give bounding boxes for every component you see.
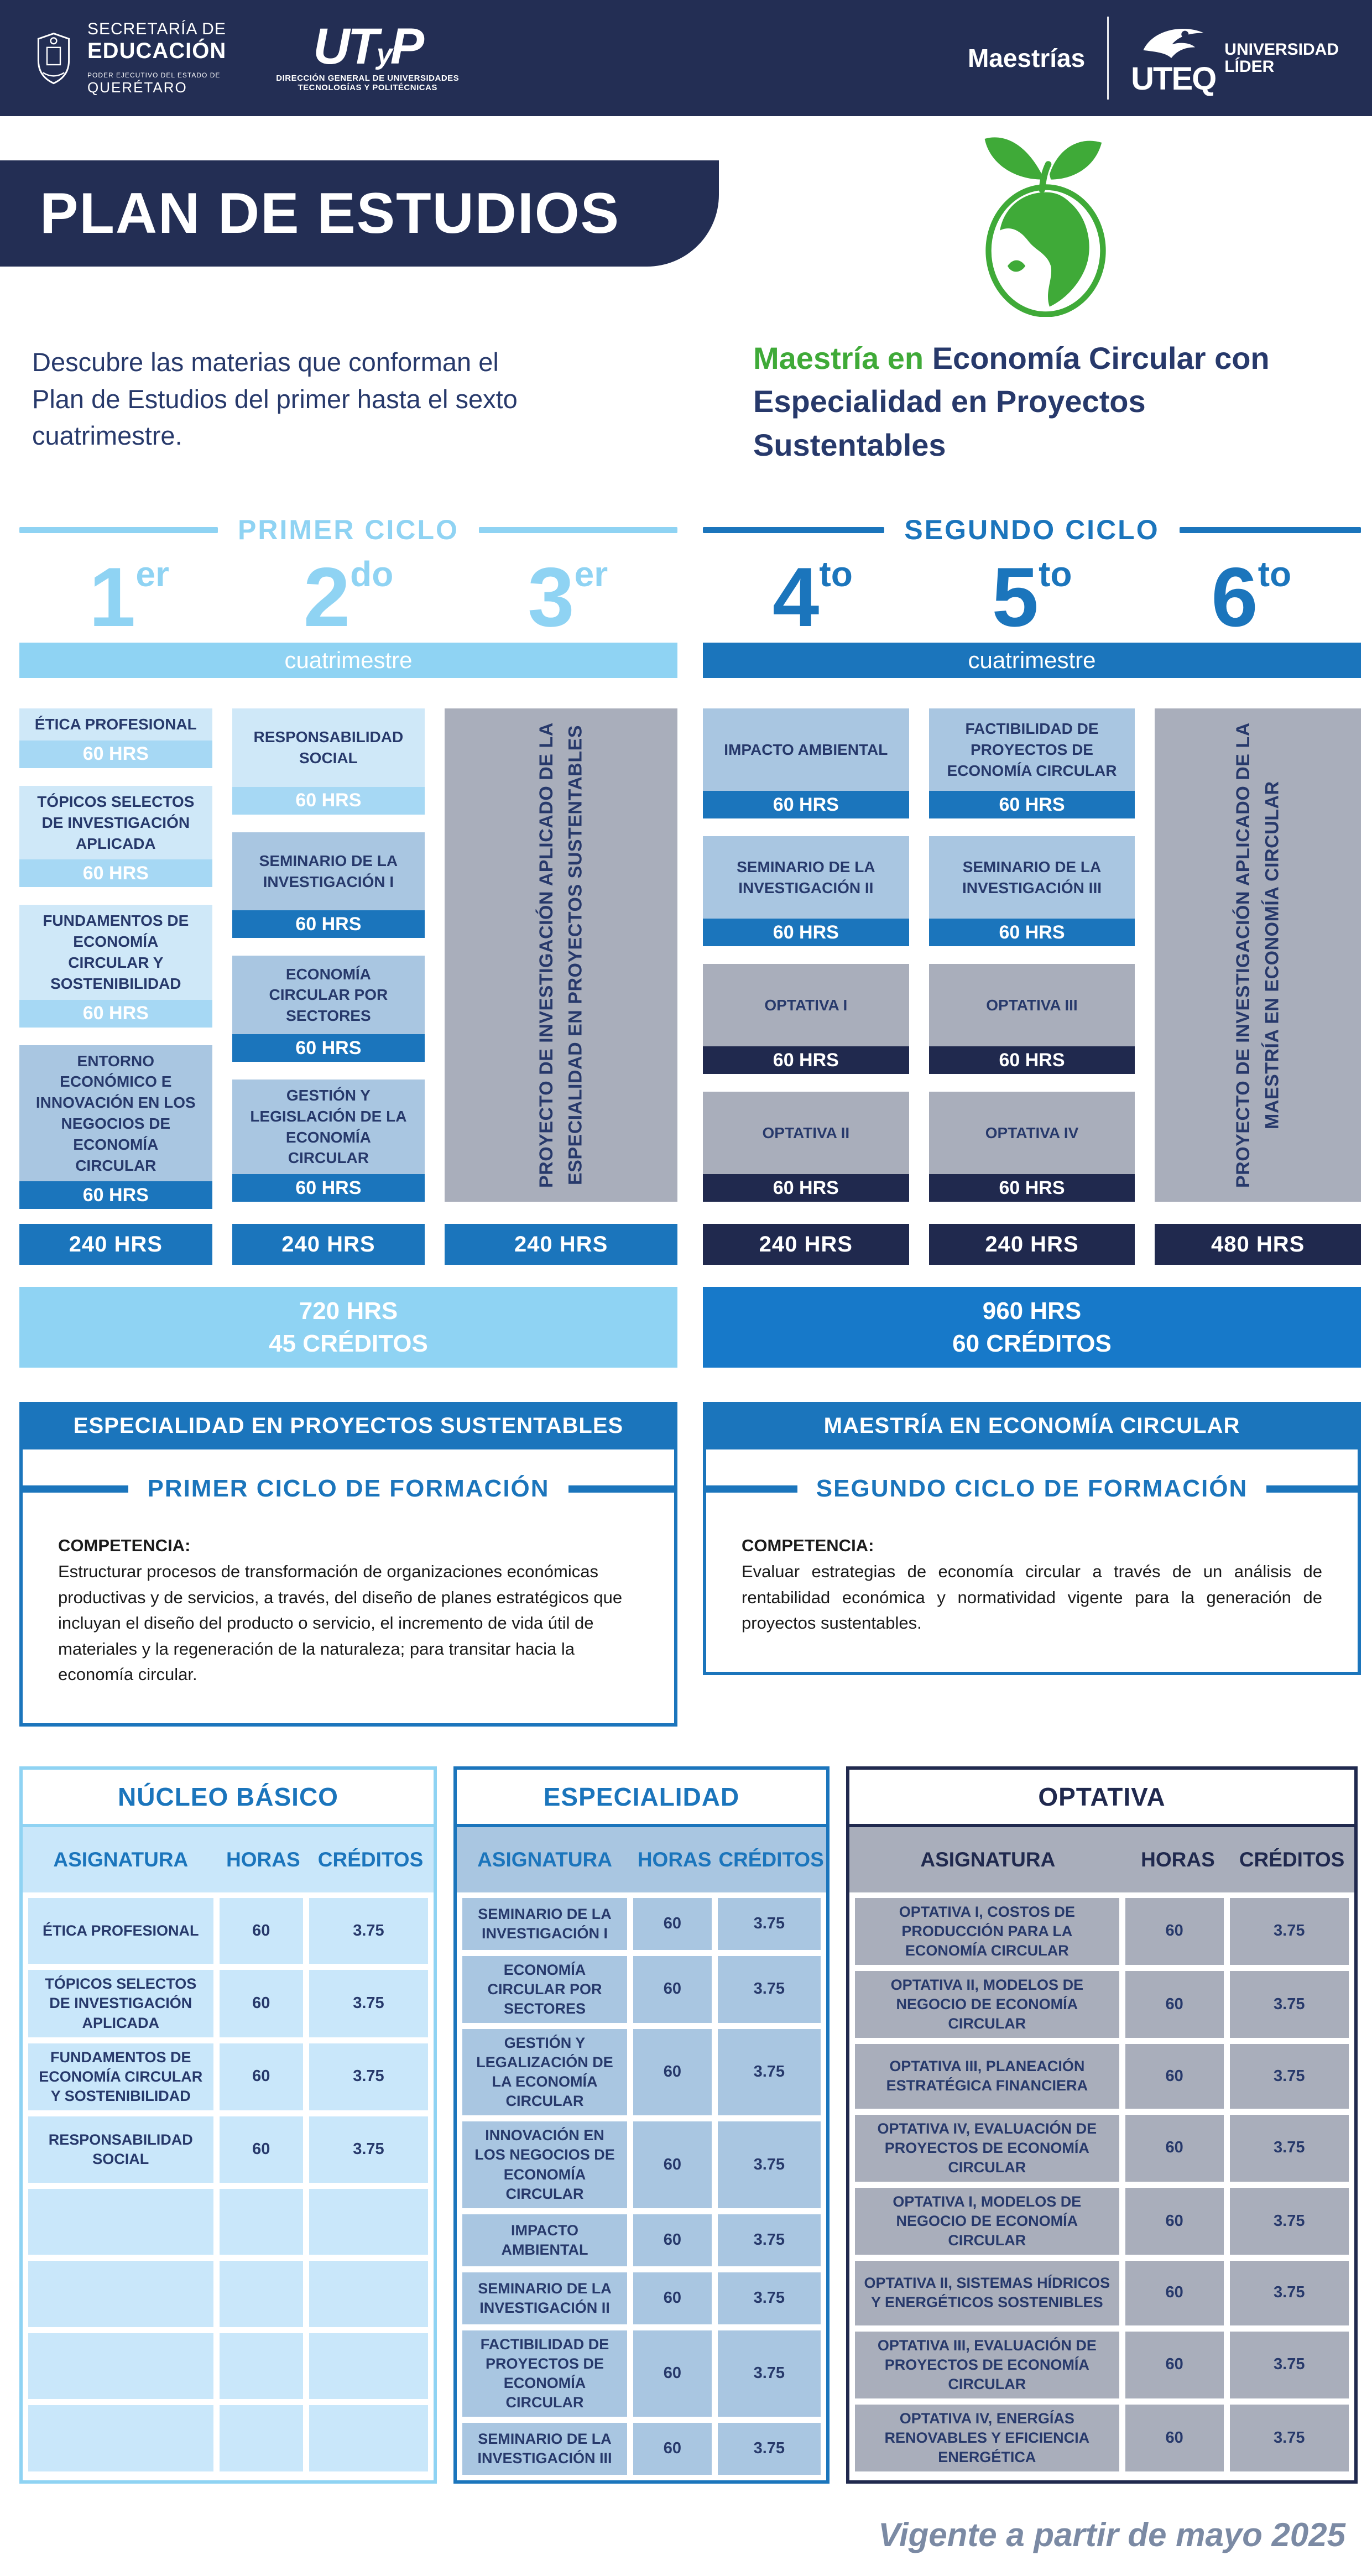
cycle-heading (19, 512, 677, 547)
term-ordinal-suffix: to (1258, 554, 1292, 595)
utp-sub2: TECNOLOGÍAS Y POLITÉCNICAS (298, 83, 437, 93)
maestrias-label: Maestrías (967, 44, 1086, 72)
table-row (28, 2189, 428, 2255)
table-col-header: CRÉDITOS (718, 1848, 824, 1871)
term-num: 4 (772, 550, 820, 645)
term-ordinal-suffix: to (1039, 554, 1072, 595)
cell-creditos: 3.75 (718, 1956, 821, 2023)
cell-creditos: 3.75 (1230, 2261, 1349, 2325)
cell-asignatura: TÓPICOS SELECTOS DE INVESTIGACIÓN APLICADA (28, 1970, 213, 2037)
term-number (458, 550, 677, 645)
term-number (1141, 550, 1361, 645)
cell-asignatura: RESPONSABILIDAD SOCIAL (28, 2116, 213, 2183)
course-hours: 60 HRS (19, 859, 212, 887)
secretaria-line1: SECRETARÍA DE (87, 20, 226, 38)
cell-asignatura: OPTATIVA I, MODELOS DE NEGOCIO DE ECONOMÍA CIRCULAR (855, 2188, 1119, 2255)
course-hours: 60 HRS (703, 1046, 909, 1074)
cell-creditos: 3.75 (718, 2330, 821, 2417)
summary-hours: 960 HRS (982, 1297, 1082, 1324)
term-column (929, 708, 1135, 1265)
especialidad-box (19, 1402, 677, 1727)
table-row (855, 2261, 1349, 2325)
cuatrimestre-bar: cuatrimestre (19, 643, 677, 678)
table-body (23, 1892, 434, 2477)
cycle-1 (19, 512, 677, 1368)
program-title-rest: Economía Circular con Especialidad en Proyectos Sustentables (753, 341, 1270, 462)
course-card (703, 1092, 909, 1202)
cell-asignatura: OPTATIVA IV, ENERGÍAS RENOVABLES Y EFICIENCIA ENERGÉTICA (855, 2405, 1119, 2471)
term-ordinal-suffix: do (350, 554, 394, 595)
cell-creditos: 3.75 (718, 2423, 821, 2475)
table-col-header: HORAS (1141, 1848, 1215, 1871)
program-title-green: Maestría en (753, 341, 924, 376)
term-column (232, 708, 425, 1265)
column-total-hours: 240 HRS (232, 1224, 425, 1265)
cell-asignatura: FUNDAMENTOS DE ECONOMÍA CIRCULAR Y SOSTENIBILIDAD (28, 2043, 213, 2110)
secretaria-line2: EDUCACIÓN (87, 39, 227, 63)
cell-creditos: 3.75 (718, 2121, 821, 2208)
cell-creditos: 3.75 (309, 1898, 428, 1964)
course-hours: 60 HRS (19, 741, 212, 768)
table-col-header: ASIGNATURA (477, 1848, 612, 1871)
table-row (462, 2330, 821, 2417)
summary-credits: 45 CRÉDITOS (269, 1330, 428, 1358)
secretaria-educacion-logo (33, 20, 226, 96)
cell-horas: 60 (1125, 2044, 1224, 2108)
project-card-body (445, 708, 677, 1202)
cell-asignatura: SEMINARIO DE LA INVESTIGACIÓN II (462, 2272, 627, 2324)
table-row (462, 1898, 821, 1950)
course-title: ENTORNO ECONÓMICO E INNOVACIÓN EN LOS NEGOCIOS DE ECONOMÍA CIRCULAR (19, 1045, 212, 1182)
page-title: PLAN DE ESTUDIOS (40, 181, 620, 246)
heading-line-left (703, 527, 884, 533)
cell-horas: 60 (633, 2423, 712, 2475)
table-opt (846, 1766, 1358, 2484)
cycle-summary-bar (19, 1287, 677, 1368)
course-card (19, 708, 212, 768)
cell-asignatura: OPTATIVA IV, EVALUACIÓN DE PROYECTOS DE ECONOMÍA CIRCULAR (855, 2115, 1119, 2182)
cell-horas: 60 (633, 2272, 712, 2324)
column-total-hours: 240 HRS (445, 1224, 677, 1265)
cell-asignatura: ÉTICA PROFESIONAL (28, 1898, 213, 1964)
cell-horas: 60 (1125, 2332, 1224, 2398)
course-title: IMPACTO AMBIENTAL (703, 708, 909, 791)
term-ordinal-suffix: er (574, 554, 608, 595)
cell-asignatura: OPTATIVA III, PLANEACIÓN ESTRATÉGICA FINANCIERA (855, 2044, 1119, 2108)
table-title: ESPECIALIDAD (457, 1770, 826, 1827)
project-card (445, 708, 677, 1202)
cuatrimestre-bar: cuatrimestre (703, 643, 1361, 678)
term-number (922, 550, 1142, 645)
term-ordinal-suffix: er (135, 554, 169, 595)
term-number (703, 550, 922, 645)
table-row (855, 2115, 1349, 2182)
course-card (19, 905, 212, 1027)
course-card (232, 708, 425, 815)
table-row (462, 2121, 821, 2208)
cell-creditos: 3.75 (718, 2272, 821, 2324)
heading-line-right (1266, 1485, 1358, 1493)
table-basic (19, 1766, 437, 2484)
hero-section (0, 116, 1372, 467)
course-title: SEMINARIO DE LA INVESTIGACIÓN I (232, 832, 425, 911)
cell-creditos: 3.75 (1230, 2044, 1349, 2108)
project-card-title: PROYECTO DE INVESTIGACIÓN APLICADO DE LA MAESTRÍA EN ECONOMÍA CIRCULAR (1232, 722, 1283, 1188)
column-total-hours: 240 HRS (929, 1224, 1135, 1265)
secretaria-text (87, 20, 226, 96)
term-column (19, 708, 212, 1265)
course-hours: 60 HRS (232, 1174, 425, 1202)
cell-horas (220, 2261, 303, 2327)
competencia-label: COMPETENCIA: (58, 1536, 191, 1556)
course-title: SEMINARIO DE LA INVESTIGACIÓN II (703, 836, 909, 919)
cell-asignatura (28, 2261, 213, 2327)
cell-horas: 60 (633, 2029, 712, 2115)
cell-horas (220, 2189, 303, 2255)
term-num: 5 (992, 550, 1039, 645)
course-card (232, 832, 425, 938)
cycle-2 (703, 512, 1361, 1368)
cell-asignatura: OPTATIVA I, COSTOS DE PRODUCCIÓN PARA LA ECONOMÍA CIRCULAR (855, 1898, 1119, 1965)
table-row (855, 1971, 1349, 2038)
table-row (855, 1898, 1349, 1965)
term-num: 6 (1211, 550, 1258, 645)
course-grid (19, 708, 677, 1265)
secretaria-sub1: PODER EJECUTIVO DEL ESTADO DE (87, 71, 221, 79)
cell-horas: 60 (633, 2121, 712, 2208)
course-card (929, 964, 1135, 1074)
course-title: ECONOMÍA CIRCULAR POR SECTORES (232, 956, 425, 1034)
uteq-eagle (1131, 23, 1216, 97)
table-row (28, 2405, 428, 2471)
term-number (19, 550, 239, 645)
cell-creditos: 3.75 (1230, 2115, 1349, 2182)
cell-creditos: 3.75 (309, 2043, 428, 2110)
table-header-row (23, 1827, 434, 1892)
cell-asignatura (28, 2405, 213, 2471)
table-title: OPTATIVA (849, 1770, 1354, 1827)
uteq-logo (1131, 23, 1339, 97)
competencia-text: Evaluar estrategias de economía circular a través de un análisis de rentabilidad económica y normatividad vigente para la generación de proyectos sustentables. (742, 1562, 1322, 1633)
table-row (28, 1898, 428, 1964)
cell-asignatura (28, 2333, 213, 2400)
competencia-label: COMPETENCIA: (742, 1536, 874, 1556)
cell-horas: 60 (220, 1898, 303, 1964)
cell-horas: 60 (1125, 1898, 1224, 1965)
utp-sub1: DIRECCIÓN GENERAL DE UNIVERSIDADES (276, 74, 460, 84)
cell-horas: 60 (1125, 2405, 1224, 2471)
course-card (19, 1045, 212, 1209)
term-ordinal-suffix: to (819, 554, 853, 595)
course-hours: 60 HRS (703, 1174, 909, 1202)
table-col-header: ASIGNATURA (920, 1848, 1056, 1871)
maestria-box (703, 1402, 1361, 1727)
table-header-row (849, 1827, 1354, 1892)
cell-horas: 60 (1125, 2115, 1224, 2182)
cell-creditos: 3.75 (309, 1970, 428, 2037)
term-numbers-row (19, 550, 677, 645)
course-card (703, 708, 909, 818)
table-col-header: CRÉDITOS (317, 1848, 424, 1871)
cell-asignatura: OPTATIVA III, EVALUACIÓN DE PROYECTOS DE ECONOMÍA CIRCULAR (855, 2332, 1119, 2398)
heading-text: SEGUNDO CICLO DE FORMACIÓN (816, 1475, 1248, 1503)
secretaria-sub2: QUERÉTARO (87, 79, 187, 96)
program-title (753, 337, 1339, 467)
queretaro-crest-icon (33, 32, 74, 85)
primer-ciclo-formacion-heading (23, 1475, 674, 1503)
cell-creditos: 3.75 (1230, 2405, 1349, 2471)
course-card (232, 956, 425, 1062)
course-hours: 60 HRS (929, 1046, 1135, 1074)
plan-banner (0, 160, 719, 267)
project-card (1155, 708, 1361, 1202)
table-col-header: ASIGNATURA (53, 1848, 189, 1871)
course-hours: 60 HRS (232, 1034, 425, 1062)
course-hours: 60 HRS (929, 1174, 1135, 1202)
cycle-summary-bar (703, 1287, 1361, 1368)
cycles-section (0, 512, 1372, 1368)
cell-asignatura: OPTATIVA II, SISTEMAS HÍDRICOS Y ENERGÉTICOS SOSTENIBLES (855, 2261, 1119, 2325)
table-col-header: HORAS (226, 1848, 300, 1871)
heading-line-left (23, 1485, 128, 1493)
course-hours: 60 HRS (232, 910, 425, 938)
cell-creditos (309, 2405, 428, 2471)
cell-horas: 60 (220, 2043, 303, 2110)
heading-line-left (706, 1485, 797, 1493)
cell-horas: 60 (633, 2330, 712, 2417)
table-row (855, 2332, 1349, 2398)
course-card (703, 836, 909, 946)
cell-creditos (309, 2261, 428, 2327)
cycle-title: PRIMER CICLO (238, 514, 459, 546)
cell-horas: 60 (220, 2116, 303, 2183)
course-title: ÉTICA PROFESIONAL (19, 708, 212, 741)
course-title: GESTIÓN Y LEGISLACIÓN DE LA ECONOMÍA CIRCULAR (232, 1080, 425, 1174)
course-title: OPTATIVA III (929, 964, 1135, 1046)
cell-horas: 60 (1125, 2261, 1224, 2325)
cell-asignatura: SEMINARIO DE LA INVESTIGACIÓN III (462, 2423, 627, 2475)
uteq-eagle-icon (1138, 23, 1209, 65)
competencia-block (23, 1503, 674, 1688)
intro-text: Descubre las materias que conforman el Plan de Estudios del primer hasta el sexto cuatrimestre. (32, 347, 518, 451)
course-title: OPTATIVA IV (929, 1092, 1135, 1174)
cell-horas: 60 (220, 1970, 303, 2037)
term-num: 3 (528, 550, 575, 645)
column-total-hours: 480 HRS (1155, 1224, 1361, 1265)
course-title: OPTATIVA I (703, 964, 909, 1046)
cell-asignatura (28, 2189, 213, 2255)
term-column (1155, 708, 1361, 1265)
table-row (28, 2261, 428, 2327)
course-hours: 60 HRS (19, 1181, 212, 1209)
competencias-section (0, 1402, 1372, 1727)
table-col-header: HORAS (637, 1848, 712, 1871)
competencia-text: Estructurar procesos de transformación de organizaciones económicas productivas y de servicios, a través, del diseño de planes estratégicos que incluyan el diseño del producto o servicio, el incremento de vida útil de materiales y la regeneración de la naturaleza; para transitar hacia la economía circular. (58, 1562, 623, 1685)
table-row (462, 1956, 821, 2023)
uteq-word: UTEQ (1131, 60, 1216, 97)
heading-line-left (19, 527, 218, 533)
column-total-hours: 240 HRS (19, 1224, 212, 1265)
cell-creditos (309, 2189, 428, 2255)
course-card (19, 786, 212, 887)
cell-asignatura: INNOVACIÓN EN LOS NEGOCIOS DE ECONOMÍA CIRCULAR (462, 2121, 627, 2208)
header-right (968, 17, 1339, 100)
cell-horas: 60 (633, 1956, 712, 2023)
table-row (855, 2188, 1349, 2255)
cycle-heading (703, 512, 1361, 547)
table-body (849, 1892, 1354, 2477)
especialidad-box-header: ESPECIALIDAD EN PROYECTOS SUSTENTABLES (19, 1402, 677, 1449)
course-card (703, 964, 909, 1074)
competencia-block (706, 1503, 1358, 1636)
cell-horas: 60 (633, 1898, 712, 1950)
term-column (445, 708, 677, 1265)
course-card (929, 708, 1135, 818)
course-grid (703, 708, 1361, 1265)
course-card (929, 836, 1135, 946)
utp-subtitle (276, 74, 459, 92)
maestria-box-header: MAESTRÍA EN ECONOMÍA CIRCULAR (703, 1402, 1361, 1449)
heading-line-right (1180, 527, 1361, 533)
cell-creditos: 3.75 (718, 1898, 821, 1950)
hero-right (719, 116, 1372, 467)
utp-logo (276, 18, 460, 93)
cell-creditos: 3.75 (309, 2116, 428, 2183)
heading-text: PRIMER CICLO DE FORMACIÓN (147, 1475, 550, 1503)
cell-creditos: 3.75 (1230, 2332, 1349, 2398)
term-numbers-row (703, 550, 1361, 645)
course-hours: 60 HRS (929, 919, 1135, 946)
cell-asignatura: SEMINARIO DE LA INVESTIGACIÓN I (462, 1898, 627, 1950)
course-title: OPTATIVA II (703, 1092, 909, 1174)
header-bar (0, 0, 1372, 116)
table-row (28, 1970, 428, 2037)
summary-credits: 60 CRÉDITOS (952, 1330, 1112, 1358)
course-card (929, 1092, 1135, 1202)
segundo-ciclo-formacion-heading (706, 1475, 1358, 1503)
header-divider (1107, 17, 1109, 100)
heading-line-right (568, 1485, 674, 1493)
table-row (855, 2044, 1349, 2108)
utp-mark: UTyP (313, 18, 422, 75)
cell-horas: 60 (1125, 2188, 1224, 2255)
cell-creditos: 3.75 (1230, 1898, 1349, 1965)
cycle-title: SEGUNDO CICLO (904, 514, 1160, 546)
table-row (462, 2272, 821, 2324)
course-card (232, 1080, 425, 1202)
column-total-hours: 240 HRS (703, 1224, 909, 1265)
cell-horas: 60 (1125, 1971, 1224, 2038)
heading-line-right (479, 527, 677, 533)
table-row (855, 2405, 1349, 2471)
cell-creditos (309, 2333, 428, 2400)
uteq-line2: LÍDER (1224, 58, 1275, 76)
table-spec (453, 1766, 830, 2484)
course-hours: 60 HRS (929, 791, 1135, 818)
course-title: RESPONSABILIDAD SOCIAL (232, 708, 425, 787)
table-row (28, 2333, 428, 2400)
cell-asignatura: GESTIÓN Y LEGALIZACIÓN DE LA ECONOMÍA CIRCULAR (462, 2029, 627, 2115)
term-num: 1 (88, 550, 136, 645)
validity-note: Vigente a partir de mayo 2025 (878, 2516, 1345, 2554)
cell-creditos: 3.75 (1230, 2188, 1349, 2255)
course-hours: 60 HRS (703, 919, 909, 946)
maestria-box-body (703, 1449, 1361, 1675)
table-row (28, 2116, 428, 2183)
course-hours: 60 HRS (19, 1000, 212, 1028)
project-card-title: PROYECTO DE INVESTIGACIÓN APLICADO DE LA ESPECIALIDAD EN PROYECTOS SUSTENTABLES (535, 722, 586, 1188)
summary-hours: 720 HRS (299, 1297, 398, 1324)
cell-creditos: 3.75 (718, 2029, 821, 2115)
cell-creditos: 3.75 (718, 2214, 821, 2266)
project-card-body (1155, 708, 1361, 1202)
table-row (462, 2029, 821, 2115)
cell-asignatura: IMPACTO AMBIENTAL (462, 2214, 627, 2266)
cell-asignatura: ECONOMÍA CIRCULAR POR SECTORES (462, 1956, 627, 2023)
term-column (703, 708, 909, 1265)
cell-horas (220, 2333, 303, 2400)
cell-horas (220, 2405, 303, 2471)
hero-left (0, 116, 719, 467)
course-title: SEMINARIO DE LA INVESTIGACIÓN III (929, 836, 1135, 919)
table-header-row (457, 1827, 826, 1892)
table-body (457, 1892, 826, 2477)
subject-tables-section (19, 1766, 1372, 2484)
table-col-header: CRÉDITOS (1239, 1848, 1345, 1871)
term-number (239, 550, 458, 645)
term-num: 2 (303, 550, 351, 645)
uteq-tagline (1224, 41, 1339, 76)
table-title: NÚCLEO BÁSICO (23, 1770, 434, 1827)
uteq-line1: UNIVERSIDAD (1224, 40, 1339, 59)
cell-asignatura: OPTATIVA II, MODELOS DE NEGOCIO DE ECONOMÍA CIRCULAR (855, 1971, 1119, 2038)
cell-creditos: 3.75 (1230, 1971, 1349, 2038)
table-row (28, 2043, 428, 2110)
course-title: FACTIBILIDAD DE PROYECTOS DE ECONOMÍA CIRCULAR (929, 708, 1135, 791)
course-title: TÓPICOS SELECTOS DE INVESTIGACIÓN APLICADA (19, 786, 212, 859)
table-row (462, 2423, 821, 2475)
course-title: FUNDAMENTOS DE ECONOMÍA CIRCULAR Y SOSTENIBILIDAD (19, 905, 212, 999)
table-row (462, 2214, 821, 2266)
green-globe-sprout-icon (963, 126, 1129, 317)
course-hours: 60 HRS (232, 787, 425, 815)
cell-asignatura: FACTIBILIDAD DE PROYECTOS DE ECONOMÍA CIRCULAR (462, 2330, 627, 2417)
especialidad-box-body (19, 1449, 677, 1727)
cell-horas: 60 (633, 2214, 712, 2266)
course-hours: 60 HRS (703, 791, 909, 818)
